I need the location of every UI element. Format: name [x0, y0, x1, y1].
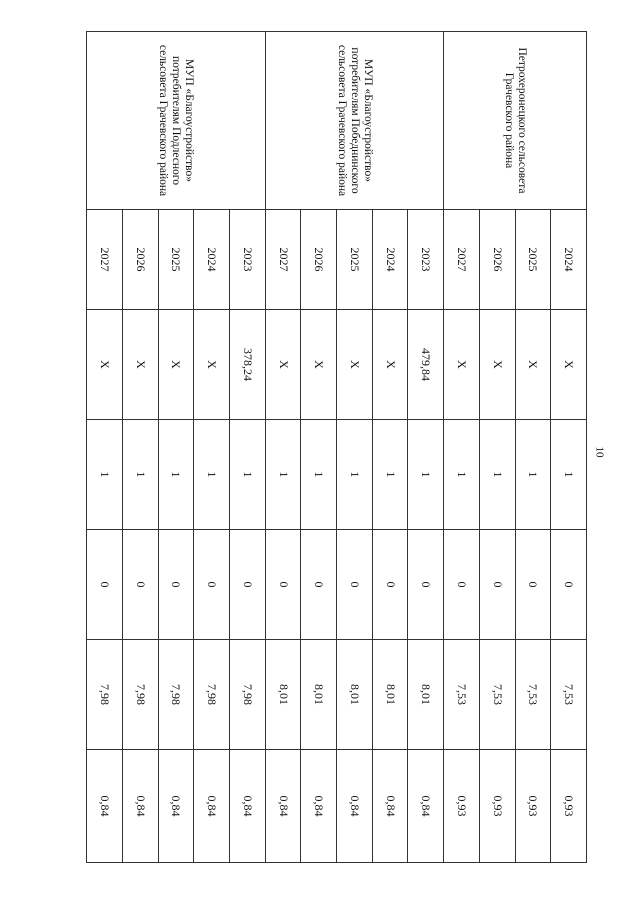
organization-name: МУП «Благоустройство» потребителям Победнинского сельсовета Грачевского района	[335, 44, 374, 197]
coef-cell: 0,93	[515, 750, 551, 863]
value-cell: X	[87, 310, 123, 420]
index-cell: 1	[122, 420, 158, 530]
index-cell: 1	[372, 420, 408, 530]
index-cell: 1	[551, 420, 587, 530]
coef-cell: 0,84	[229, 750, 265, 863]
table-row	[551, 32, 587, 863]
rate-cell: 8,01	[301, 640, 337, 750]
rate-cell: 7,53	[515, 640, 551, 750]
index-cell: 1	[337, 420, 373, 530]
rate-cell: 8,01	[337, 640, 373, 750]
value-cell: X	[158, 310, 194, 420]
index-cell: 1	[87, 420, 123, 530]
zero-cell: 0	[158, 530, 194, 640]
year-cell: 2024	[551, 210, 587, 310]
year-cell: 2026	[479, 210, 515, 310]
index-cell: 1	[479, 420, 515, 530]
year-cell: 2024	[194, 210, 230, 310]
organization-name: Петрохеронецкого сельсовета Грачевского района	[503, 47, 529, 194]
index-cell: 1	[158, 420, 194, 530]
rate-cell: 8,01	[408, 640, 444, 750]
page-number: 10	[593, 446, 606, 458]
rate-cell: 7,98	[229, 640, 265, 750]
year-cell: 2023	[229, 210, 265, 310]
index-cell: 1	[265, 420, 301, 530]
zero-cell: 0	[444, 530, 480, 640]
organization-cell	[265, 32, 444, 210]
table-row	[229, 32, 265, 863]
rate-cell: 7,53	[444, 640, 480, 750]
value-cell: 479,84	[408, 310, 444, 420]
rate-cell: 7,98	[194, 640, 230, 750]
year-cell: 2027	[444, 210, 480, 310]
rate-cell: 7,53	[479, 640, 515, 750]
rate-cell: 7,98	[158, 640, 194, 750]
year-cell: 2027	[87, 210, 123, 310]
rotated-table-frame	[86, 31, 587, 862]
year-cell: 2025	[337, 210, 373, 310]
zero-cell: 0	[479, 530, 515, 640]
index-cell: 1	[515, 420, 551, 530]
zero-cell: 0	[337, 530, 373, 640]
tariff-table	[86, 31, 587, 863]
zero-cell: 0	[515, 530, 551, 640]
year-cell: 2024	[372, 210, 408, 310]
coef-cell: 0,84	[408, 750, 444, 863]
value-cell: 378,24	[229, 310, 265, 420]
rate-cell: 8,01	[372, 640, 408, 750]
organization-cell	[444, 32, 587, 210]
coef-cell: 0,84	[337, 750, 373, 863]
value-cell: X	[265, 310, 301, 420]
value-cell: X	[479, 310, 515, 420]
index-cell: 1	[301, 420, 337, 530]
year-cell: 2026	[122, 210, 158, 310]
year-cell: 2023	[408, 210, 444, 310]
year-cell: 2025	[158, 210, 194, 310]
zero-cell: 0	[551, 530, 587, 640]
rate-cell: 7,98	[87, 640, 123, 750]
table-row	[408, 32, 444, 863]
coef-cell: 0,84	[87, 750, 123, 863]
value-cell: X	[337, 310, 373, 420]
value-cell: X	[122, 310, 158, 420]
organization-name: МУП «Благоустройство» потребителям Подлесного сельсовета Грачевского района	[157, 44, 196, 197]
value-cell: X	[515, 310, 551, 420]
coef-cell: 0,93	[444, 750, 480, 863]
index-cell: 1	[229, 420, 265, 530]
coef-cell: 0,84	[372, 750, 408, 863]
coef-cell: 0,84	[122, 750, 158, 863]
zero-cell: 0	[194, 530, 230, 640]
rate-cell: 7,98	[122, 640, 158, 750]
value-cell: X	[194, 310, 230, 420]
coef-cell: 0,84	[158, 750, 194, 863]
zero-cell: 0	[87, 530, 123, 640]
value-cell: X	[301, 310, 337, 420]
rate-cell: 7,53	[551, 640, 587, 750]
organization-cell	[87, 32, 266, 210]
index-cell: 1	[444, 420, 480, 530]
year-cell: 2026	[301, 210, 337, 310]
zero-cell: 0	[122, 530, 158, 640]
coef-cell: 0,84	[301, 750, 337, 863]
zero-cell: 0	[372, 530, 408, 640]
year-cell: 2025	[515, 210, 551, 310]
coef-cell: 0,93	[479, 750, 515, 863]
value-cell: X	[372, 310, 408, 420]
index-cell: 1	[194, 420, 230, 530]
index-cell: 1	[408, 420, 444, 530]
zero-cell: 0	[408, 530, 444, 640]
year-cell: 2027	[265, 210, 301, 310]
coef-cell: 0,84	[194, 750, 230, 863]
value-cell: X	[551, 310, 587, 420]
coef-cell: 0,93	[551, 750, 587, 863]
coef-cell: 0,84	[265, 750, 301, 863]
table-container	[86, 31, 587, 862]
zero-cell: 0	[265, 530, 301, 640]
zero-cell: 0	[301, 530, 337, 640]
zero-cell: 0	[229, 530, 265, 640]
rate-cell: 8,01	[265, 640, 301, 750]
value-cell: X	[444, 310, 480, 420]
